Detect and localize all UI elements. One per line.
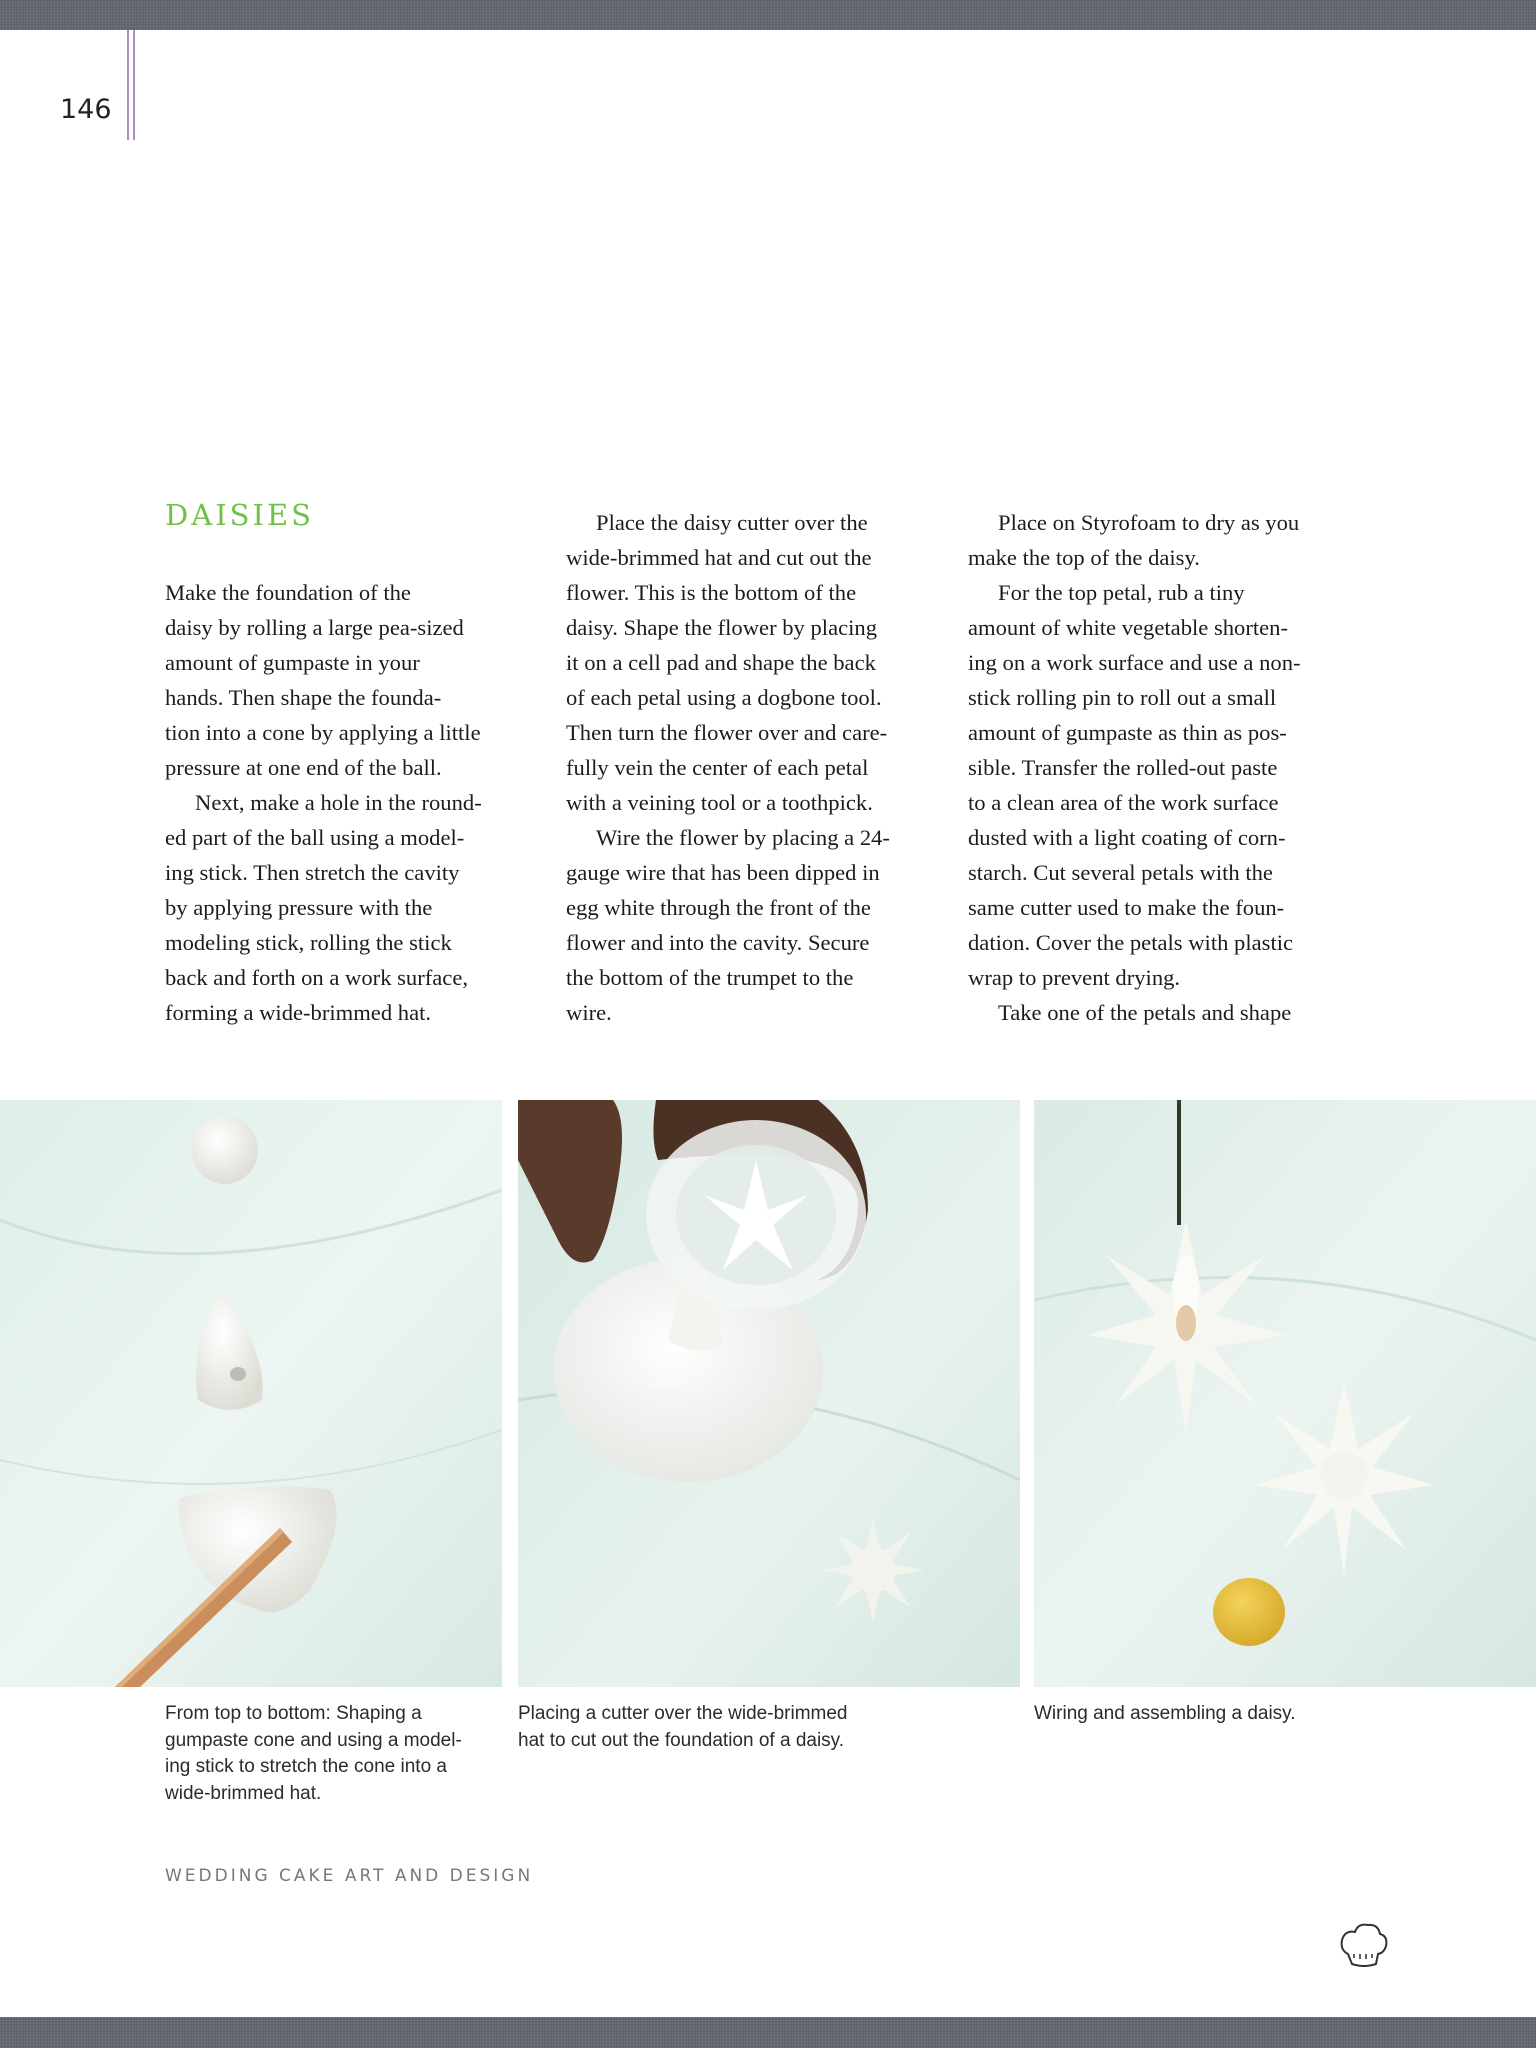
margin-rule-right: [133, 30, 135, 140]
margin-rule-left: [127, 30, 129, 140]
paragraph: Place the daisy cutter over the wide-brimmed hat and cut out the flower. This is the bottom of the daisy. Shape the flower by placing it on a cell pad and shape the back of each petal using a dogbone tool. Then turn the flower over and care- fully vein the center of each petal with a veining tool or a toothpick.: [566, 510, 888, 815]
bottom-border-bar: [0, 2017, 1536, 2048]
photo-caption-1: From top to bottom: Shaping a gumpaste cone and using a model- ing stick to stretch the cone into a wide-brimmed hat.: [165, 1703, 462, 1804]
section-heading: DAISIES: [165, 498, 315, 532]
paragraph: For the top petal, rub a tiny amount of white vegetable shorten- ing on a work surface and use a non- stick rolling pin to roll out a small amount of gumpaste as thin as pos- sible. Transfer the rolled-out paste to a clean area of the work surface dusted with a light coating of corn- starch. Cut several petals with the same cutter used to make the foun- dation. Cover the petals with plastic wrap to prevent drying.: [968, 580, 1301, 990]
page-number: 146: [60, 94, 112, 125]
paragraph: Next, make a hole in the round- ed part of the ball using a model- ing stick. Then stretch the cavity by applying pressure with the modeling stick, rolling the stick back and forth on a work surface, forming a wide-brimmed hat.: [165, 790, 482, 1025]
photo-caption-2: Placing a cutter over the wide-brimmed hat to cut out the foundation of a daisy.: [518, 1703, 848, 1751]
book-title-footer: WEDDING CAKE ART AND DESIGN: [165, 1866, 534, 1886]
photo-cutter: [518, 1100, 1020, 1687]
paragraph: Wire the flower by placing a 24- gauge wire that has been dipped in egg white through the front of the flower and into the cavity. Secure the bottom of the trumpet to the wire.: [566, 825, 890, 1025]
text-column-2: [566, 505, 938, 1030]
paragraph: Place on Styrofoam to dry as you make the top of the daisy.: [968, 510, 1300, 570]
text-column-3: [968, 505, 1340, 1030]
photo-caption-3: Wiring and assembling a daisy.: [1034, 1703, 1296, 1724]
paragraph: Take one of the petals and shape: [998, 1000, 1292, 1025]
top-border-bar: [0, 0, 1536, 30]
photo-assembling: [1034, 1100, 1536, 1687]
photo-cone-shaping: [0, 1100, 502, 1687]
paragraph: Make the foundation of the daisy by rolling a large pea-sized amount of gumpaste in your hands. Then shape the founda- tion into a cone by applying a little pressure at one end of the ball.: [165, 580, 481, 780]
text-column-1: [165, 575, 537, 1030]
chef-hat-icon: [1338, 1920, 1390, 1972]
